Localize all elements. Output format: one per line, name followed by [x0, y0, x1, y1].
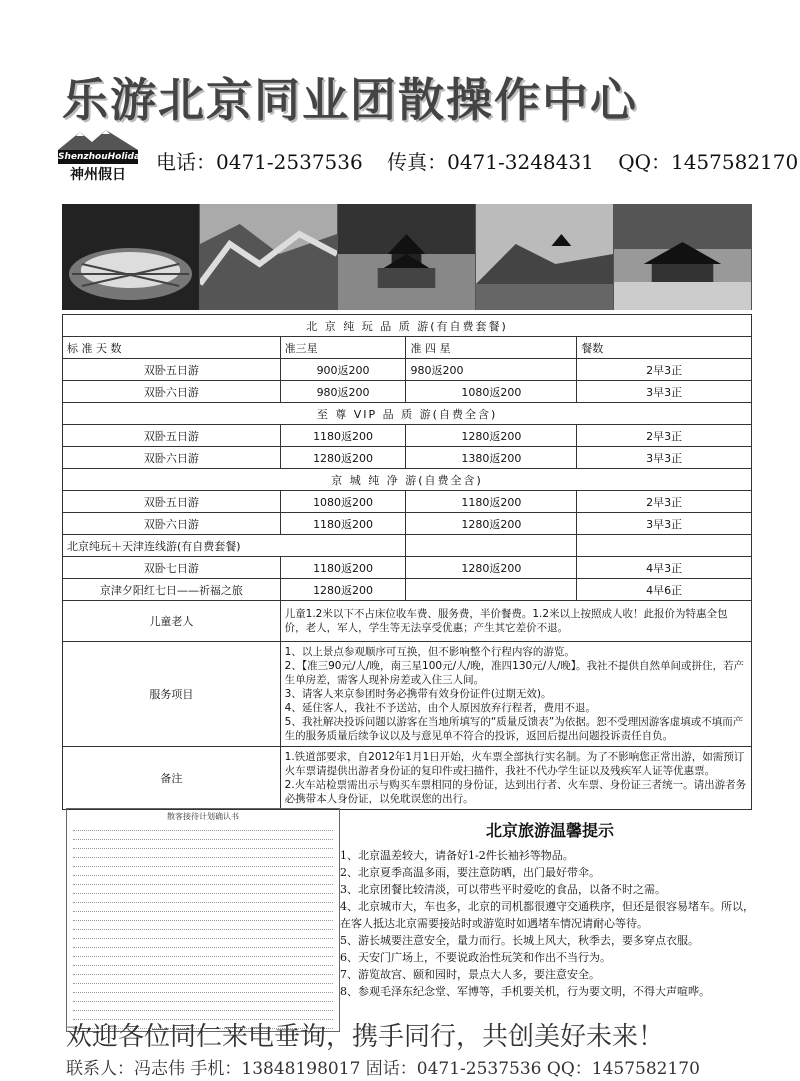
form-line	[73, 986, 333, 993]
phone-text: 电话：0471-2537536	[156, 150, 363, 174]
logo-en-text: ShenzhouHoliday	[58, 152, 146, 162]
row-label: 服务项目	[63, 642, 281, 747]
table-row	[63, 425, 752, 447]
children-note: 儿童1.2米以下不占床位收车费、服务费，半价餐费。1.2米以上按照成人收！此报价为特惠全包价，老人，军人，学生等无法享受优惠；产生其它差价不退。	[280, 601, 751, 642]
table-cell	[577, 535, 752, 557]
remark-item: 1.铁道部要求，自2012年1月1日开始，火车票全部执行实名制。为了不影响您正常出游，如需预订火车票请提供出游者身份证的复印件或扫描件，我社不代办学生证以及残疾军人证等优惠票。	[284, 751, 745, 777]
great-wall-photo	[200, 204, 338, 310]
section-title: 北 京 纯 玩 品 质 游(有自费套餐)	[63, 315, 752, 337]
travel-tips	[340, 818, 760, 1000]
form-line	[73, 950, 333, 957]
table-row	[63, 557, 752, 579]
summer-palace-photo	[476, 204, 614, 310]
table-header: 餐数	[577, 337, 752, 359]
tips-list	[340, 847, 760, 1000]
form-line	[73, 1004, 333, 1011]
table-row	[63, 359, 752, 381]
tip-item: 6、天安门广场上，不要说政治性玩笑和作出不当行为。	[340, 951, 611, 964]
table-cell	[406, 579, 577, 601]
table-cell: 双卧五日游	[63, 359, 281, 381]
table-cell: 4早3正	[577, 557, 752, 579]
section-title: 至 尊 VIP 品 质 游(自费全含)	[63, 403, 752, 425]
service-item: 5、我社解决投诉问题以游客在当地所填写的“质量反馈表”为依据。恕不受理因游客虚填或不填而产生的服务质量后续争议以及与意见单不符合的投诉，返回后提出问题投诉责任自负。	[284, 716, 744, 742]
service-notes	[280, 642, 751, 747]
form-line	[73, 914, 333, 921]
service-item: 1、以上景点参观顺序可互换，但不影响整个行程内容的游览。	[284, 646, 575, 658]
table-row	[63, 381, 752, 403]
section-title: 北京纯玩＋天津连线游(有自费套餐)	[63, 535, 406, 557]
table-cell: 双卧六日游	[63, 447, 281, 469]
table-row	[63, 579, 752, 601]
fax-text: 传真：0471-3248431	[387, 150, 594, 174]
table-cell: 1380返200	[406, 447, 577, 469]
form-line	[73, 851, 333, 858]
tip-item: 8、参观毛泽东纪念堂、军博等，手机要关机，行为要文明，不得大声喧哗。	[340, 985, 710, 998]
tip-item: 4、北京城市大，车也多，北京的司机都很遵守交通秩序，但还是很容易堵车。所以，在客人抵达北京需要接站时或游览时如遇堵车情况请耐心等待。	[340, 900, 754, 930]
form-line	[73, 887, 333, 894]
form-line	[73, 941, 333, 948]
form-line	[73, 842, 333, 849]
form-line	[73, 995, 333, 1002]
table-header: 准三星	[280, 337, 406, 359]
service-item: 3、请客人来京参团时务必携带有效身份证件(过期无效)。	[284, 688, 552, 700]
remark-notes	[280, 747, 751, 810]
tips-title: 北京旅游温馨提示	[485, 821, 614, 840]
table-cell: 980返200	[406, 359, 577, 381]
forbidden-city-photo	[614, 204, 752, 310]
table-cell: 900返200	[280, 359, 406, 381]
company-logo	[58, 128, 146, 184]
table-cell: 双卧五日游	[63, 425, 281, 447]
table-cell: 京津夕阳红七日——祈福之旅	[63, 579, 281, 601]
table-cell: 双卧七日游	[63, 557, 281, 579]
form-line	[73, 896, 333, 903]
form-line	[73, 878, 333, 885]
form-line	[73, 968, 333, 975]
table-cell: 1280返200	[280, 447, 406, 469]
table-cell: 3早3正	[577, 447, 752, 469]
price-table	[62, 314, 752, 810]
remark-item: 2.火车站检票需出示与购买车票相同的身份证，达到出行者、火车票、身份证三者统一。请出游者务必携带本人身份证，以免耽误您的出行。	[284, 779, 747, 805]
service-item: 4、延住客人，我社不予送站，由个人原因放弃行程者，费用不退。	[284, 702, 596, 714]
table-header: 标 准 天 数	[63, 337, 281, 359]
tip-item: 1、北京温差较大，请备好1-2件长袖衫等物品。	[340, 849, 574, 862]
service-item: 2、【准三90元/人/晚，南三星100元/人/晚，准四130元/人/晚】。我社不提供自然单间或拼住，若产生单房差，需客人现补房差或入住三人间。	[284, 660, 745, 686]
mountain-icon	[58, 128, 138, 150]
table-cell: 4早6正	[577, 579, 752, 601]
row-label: 儿童老人	[63, 601, 281, 642]
bird-nest-photo	[62, 204, 200, 310]
form-line	[73, 860, 333, 867]
table-cell: 1180返200	[280, 513, 406, 535]
form-line	[73, 923, 333, 930]
table-cell: 双卧六日游	[63, 381, 281, 403]
table-cell: 3早3正	[577, 381, 752, 403]
form-line	[73, 869, 333, 876]
children-row	[63, 601, 752, 642]
table-cell: 980返200	[280, 381, 406, 403]
table-header: 准 四 星	[406, 337, 577, 359]
tip-item: 2、北京夏季高温多雨，要注意防晒，出门最好带伞。	[340, 866, 600, 879]
table-row	[63, 447, 752, 469]
table-cell: 1080返200	[280, 491, 406, 513]
form-line	[73, 977, 333, 984]
form-line	[73, 833, 333, 840]
table-cell: 双卧五日游	[63, 491, 281, 513]
table-cell: 1280返200	[406, 425, 577, 447]
tip-item: 5、游长城要注意安全，量力而行。长城上风大，秋季去，要多穿点衣服。	[340, 934, 699, 947]
photo-strip	[62, 204, 752, 310]
contact-line	[156, 146, 800, 175]
table-row	[63, 513, 752, 535]
plan-form-title: 散客接待计划确认书	[167, 812, 239, 821]
table-cell: 2早3正	[577, 359, 752, 381]
welcome-slogan: 欢迎各位同仁来电垂询，携手同行，共创美好未来！	[66, 1022, 665, 1052]
table-cell: 2早3正	[577, 491, 752, 513]
table-header-row	[63, 337, 752, 359]
tip-item: 7、游览故宫、颐和园时，景点大人多，要注意安全。	[340, 968, 600, 981]
plan-confirmation-form	[66, 808, 340, 1032]
table-cell: 1280返200	[406, 557, 577, 579]
form-line	[73, 959, 333, 966]
table-cell: 3早3正	[577, 513, 752, 535]
table-row	[63, 491, 752, 513]
qq-text: QQ：1457582170	[618, 150, 799, 174]
table-cell: 1280返200	[280, 579, 406, 601]
table-cell	[406, 535, 577, 557]
form-line	[73, 932, 333, 939]
remark-row	[63, 747, 752, 810]
table-cell: 1280返200	[406, 513, 577, 535]
table-cell: 1080返200	[406, 381, 577, 403]
table-cell: 1180返200	[406, 491, 577, 513]
page-title: 乐游北京同业团散操作中心	[62, 73, 638, 127]
row-label: 备注	[63, 747, 281, 810]
tip-item: 3、北京团餐比较清淡，可以带些平时爱吃的食品，以备不时之需。	[340, 883, 666, 896]
table-cell: 2早3正	[577, 425, 752, 447]
service-row	[63, 642, 752, 747]
form-line	[73, 905, 333, 912]
table-cell: 1180返200	[280, 425, 406, 447]
table-cell: 1180返200	[280, 557, 406, 579]
temple-of-heaven-photo	[338, 204, 476, 310]
logo-cn-text: 神州假日	[70, 167, 126, 183]
table-cell: 双卧六日游	[63, 513, 281, 535]
footer-contact: 联系人：冯志伟 手机：13848198017 固话：0471-2537536 QQ：1457582170	[66, 1059, 700, 1079]
form-line	[73, 824, 333, 831]
section-title: 京 城 纯 净 游(自费全含)	[63, 469, 752, 491]
